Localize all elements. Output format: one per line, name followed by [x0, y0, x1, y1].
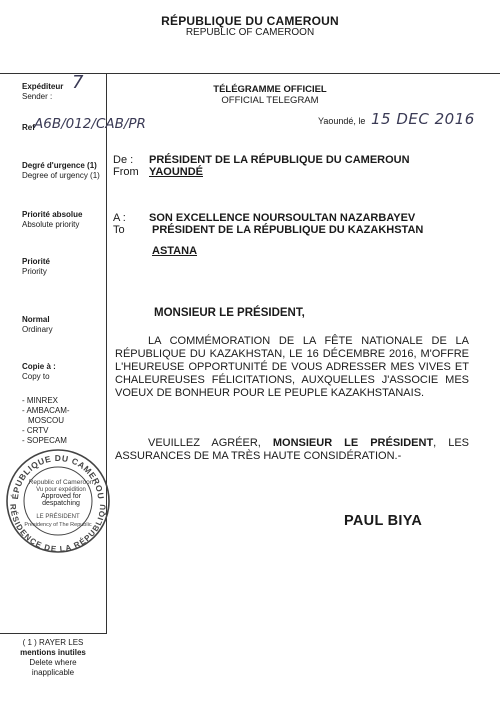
official-stamp — [5, 448, 111, 554]
stamp-inner-6: Presidency of The Republic — [24, 522, 92, 528]
to-label: A : To — [113, 212, 126, 236]
from-city: YAOUNDÉ — [149, 166, 203, 178]
priority-label: Priorité Priority — [22, 257, 51, 276]
copy-list-item: - CRTV — [22, 426, 49, 435]
to-value-2: PRÉSIDENT DE LA RÉPUBLIQUE DU KAZAKHSTAN — [152, 224, 424, 236]
frame-bottom-line — [0, 633, 107, 634]
place-label: Yaoundé, le — [318, 116, 366, 126]
telegram-title-fr: TÉLÉGRAMME OFFICIEL — [213, 84, 327, 95]
copy-to-label: Copie à : Copy to — [22, 362, 56, 381]
stamp-inner-1: Republic of Cameroon — [28, 479, 94, 486]
copy-list-item: MOSCOU — [28, 416, 64, 425]
copy-list-item: - SOPECAM — [22, 436, 67, 445]
stamp-inner-3: Approved for — [40, 493, 82, 500]
ref-label: Ref — [22, 123, 35, 132]
to-value-1: SON EXCELLENCE NOURSOULTAN NAZARBAYEV — [149, 212, 416, 224]
salutation: MONSIEUR LE PRÉSIDENT, — [154, 307, 305, 319]
from-value: PRÉSIDENT DE LA RÉPUBLIQUE DU CAMEROUN — [149, 154, 410, 166]
signature: PAUL BIYA — [344, 513, 423, 529]
stamp-ring-bottom: RÉSIDENCE DE LA RÉPUBLIQU — [8, 503, 108, 554]
stamp-inner-2: Vu pour expédition — [36, 487, 86, 493]
telegram-title-en: OFFICIAL TELEGRAM — [221, 95, 319, 106]
republic-title-en: REPUBLIC OF CAMEROON — [185, 27, 315, 38]
stamp-ring-top: ÉPUBLIQUE DU CAMEROU — [9, 452, 107, 500]
sender-handwritten: 7 — [72, 72, 84, 93]
urgency-label: Degré d'urgence (1) Degree of urgency (1) — [22, 161, 100, 180]
absolute-priority-label: Priorité absolue Absolute priority — [22, 210, 83, 229]
stamp-inner-4: despatching — [42, 500, 80, 507]
footnote: ( 1 ) RAYER LES mentions inutiles Delete where inapplicable — [20, 638, 86, 677]
body-paragraph-1: LA COMMÉMORATION DE LA FÊTE NATIONALE DE LA RÉPUBLIQUE DU KAZAKHSTAN, LE 16 DÉCEMBRE 2016, M'OFFRE L'HEUREUSE OPPORTUNITÉ DE VOUS ADRESSER MES VIVES ET CHALEUREUSES FÉLICITATIONS, AUXQUELLES J'ASSOCIE MES VOEUX DE BONHEUR POUR LE PEUPLE KAZAKHSTANAIS. — [115, 335, 469, 399]
ref-handwritten: A6B/012/CAB/PR — [34, 116, 146, 132]
from-label: De : From — [113, 154, 139, 178]
date-stamp: 15 DEC 2016 — [371, 110, 475, 128]
sender-label: Expéditeur Sender : — [22, 82, 64, 101]
ordinary-label: Normal Ordinary — [22, 315, 53, 334]
to-city: ASTANA — [152, 245, 198, 257]
copy-list — [22, 396, 70, 446]
republic-title-fr: RÉPUBLIQUE DU CAMEROUN — [161, 14, 339, 28]
copy-list-item: - MINREX — [22, 396, 58, 405]
body-paragraph-2: VEUILLEZ AGRÉER, MONSIEUR LE PRÉSIDENT, LES ASSURANCES DE MA TRÈS HAUTE CONSIDÉRATION.- — [115, 437, 470, 462]
copy-list-item: - AMBACAM- — [22, 406, 70, 415]
stamp-inner-5: LE PRÉSIDENT — [36, 514, 80, 520]
